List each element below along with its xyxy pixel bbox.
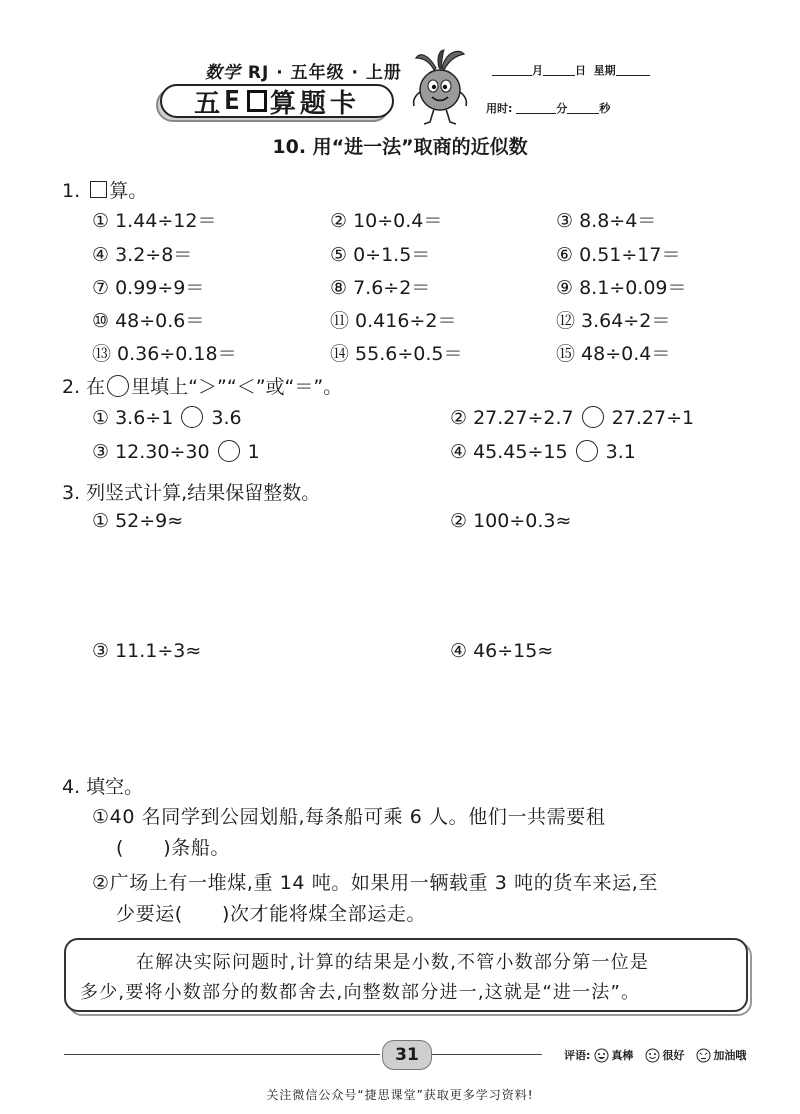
q2-item-4 (450, 440, 636, 463)
q2-heading (62, 372, 342, 399)
q2-item-1 (92, 406, 242, 429)
q1-item-9: ⑨ 8.1÷0.09＝ (556, 277, 687, 299)
time-line (486, 100, 610, 116)
q1-number: 1. (62, 180, 81, 202)
rating-excellent: 真棒 (611, 1049, 634, 1062)
q1-item-12: ⑫ 3.64÷2＝ (556, 310, 671, 332)
tip-line-1: 在解决实际问题时,计算的结果是小数,不管小数部分第一位是 (136, 952, 650, 973)
compare-circle[interactable] (181, 406, 203, 428)
q2-item-3-left: ③ 12.30÷30 (92, 441, 210, 463)
weekday-label: 星期 (593, 64, 616, 77)
page-title-box (160, 84, 394, 118)
q1-item-5: ⑤ 0÷1.5＝ (330, 244, 431, 266)
q2-item-2-right: 27.27÷1 (611, 407, 695, 429)
second-label: 秒 (599, 102, 611, 115)
rating-row (564, 1047, 746, 1063)
q2-item-3 (92, 440, 260, 463)
lesson-title: 10. 用“进一法”取商的近似数 (272, 136, 528, 158)
q1-item-7: ⑦ 0.99÷9＝ (92, 277, 205, 299)
rating-keep-going: 加油哦 (713, 1049, 747, 1062)
title-card-text: 算题卡 (269, 88, 360, 119)
q1-item-15: ⑮ 48÷0.4＝ (556, 343, 671, 365)
minute-label: 分 (556, 102, 568, 115)
q1-item-3: ③ 8.8÷4＝ (556, 210, 657, 232)
q1-heading-text: 算。 (109, 180, 148, 202)
edition-label: RJ · 五年级 · 上册 (247, 63, 402, 83)
square-icon (247, 90, 267, 112)
q3-item-3: ③ 11.1÷3≈ (92, 640, 202, 662)
q4-heading: 4. 填空。 (62, 776, 144, 798)
q2-heading-suffix: 里填上“＞”“＜”或“＝”。 (131, 376, 343, 398)
q2-heading-prefix: 2. 在 (62, 376, 106, 398)
q1-item-6: ⑥ 0.51÷17＝ (556, 244, 681, 266)
q1-heading (62, 176, 147, 203)
month-blank[interactable] (492, 63, 532, 76)
subject-label: 数学 (205, 63, 241, 83)
compare-circle[interactable] (218, 440, 240, 462)
month-label: 月 (532, 64, 543, 77)
day-label: 日 (575, 64, 586, 77)
q3-item-1: ① 52÷9≈ (92, 510, 184, 532)
tip-box (64, 938, 748, 1012)
title-char-five: 五 (194, 88, 225, 119)
footer-note: 关注微信公众号“捷思课堂”获取更多学习资料! (266, 1088, 534, 1102)
q1-item-1: ① 1.44÷12＝ (92, 210, 217, 232)
time-label: 用时: (486, 102, 513, 115)
q1-item-4: ④ 3.2÷8＝ (92, 244, 193, 266)
weekday-blank[interactable] (616, 63, 650, 76)
q4-problem-2-line1: ②广场上有一堆煤,重 14 吨。如果用一辆载重 3 吨的货车来运,至 (92, 872, 658, 894)
title-char-e: E (224, 86, 244, 116)
q4-problem-1 (92, 802, 760, 864)
q2-item-3-right: 1 (247, 441, 260, 463)
rating-label: 评语: (564, 1049, 591, 1062)
q3-heading: 3. 列竖式计算,结果保留整数。 (62, 482, 321, 504)
header-subtitle (205, 58, 402, 83)
q1-item-2: ② 10÷0.4＝ (330, 210, 443, 232)
q1-item-14: ⑭ 55.6÷0.5＝ (330, 343, 463, 365)
q2-item-2-left: ② 27.27÷2.7 (450, 407, 574, 429)
q2-item-4-left: ④ 45.45÷15 (450, 441, 568, 463)
circle-blank-icon (107, 375, 129, 397)
determined-face-icon[interactable] (696, 1048, 711, 1063)
q2-item-4-right: 3.1 (605, 441, 636, 463)
laughing-face-icon[interactable] (594, 1048, 609, 1063)
q3-item-4: ④ 46÷15≈ (450, 640, 554, 662)
tip-line-2: 多少,要将小数部分的数都舍去,向整数部分进一,这就是“进一法”。 (80, 982, 641, 1003)
footer-rule-right (432, 1054, 542, 1055)
footer-rule-left (64, 1054, 380, 1055)
q1-item-10: ⑩ 48÷0.6＝ (92, 310, 205, 332)
q4-problem-2-line2: 少要运( )次才能将煤全部运走。 (116, 903, 427, 925)
page-number: 31 (382, 1040, 432, 1070)
q1-item-13: ⑬ 0.36÷0.18＝ (92, 343, 237, 365)
q1-item-11: ⑪ 0.416÷2＝ (330, 310, 457, 332)
q4-problem-1-line1: ①40 名同学到公园划船,每条船可乘 6 人。他们一共需要租 (92, 806, 606, 828)
q2-item-1-left: ① 3.6÷1 (92, 407, 174, 429)
compare-circle[interactable] (576, 440, 598, 462)
smile-face-icon[interactable] (645, 1048, 660, 1063)
q4-problem-2 (92, 868, 760, 930)
date-line (492, 62, 650, 78)
day-blank[interactable] (543, 63, 575, 76)
q2-item-2 (450, 406, 694, 429)
q4-problem-1-line2: ( )条船。 (116, 837, 231, 859)
q2-item-1-right: 3.6 (211, 407, 242, 429)
rating-good: 很好 (662, 1049, 685, 1062)
compare-circle[interactable] (582, 406, 604, 428)
q1-item-8: ⑧ 7.6÷2＝ (330, 277, 431, 299)
q3-item-2: ② 100÷0.3≈ (450, 510, 572, 532)
square-icon (90, 181, 107, 198)
radish-mascot-icon (406, 48, 476, 130)
second-blank[interactable] (567, 101, 599, 114)
minute-blank[interactable] (516, 101, 556, 114)
